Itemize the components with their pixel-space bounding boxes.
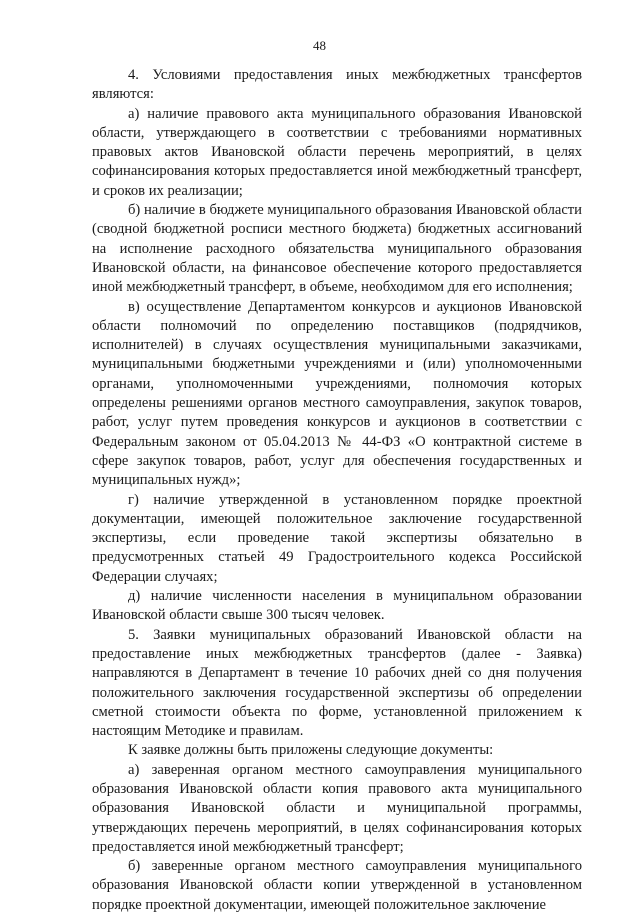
paragraph-condition-b: б) наличие в бюджете муниципального образования Ивановской области (сводной бюджетной росписи местного бюджета) бюджетных ассигнований на исполнение расходного обязательства муниципального образования Ивановской области, на финансовое обеспечение которого предоставляется иной межбюджетный трансферт, в объеме, необходимом для его исполнения; <box>92 202 582 296</box>
paragraph-applications: 5. Заявки муниципальных образований Ивановской области на предоставление иных межбюджетных трансфертов (далее - Заявка) направляются в Департамент в течение 10 рабочих дней со дня получения положительного заключения государственной экспертизы об определении сметной стоимости объекта по форме, установленной приложением к настоящим Методике и правилам. <box>92 626 582 740</box>
page-number: 48 <box>313 38 326 53</box>
paragraph-condition-v: в) осуществление Департаментом конкурсов и аукционов Ивановской области полномочий по определению поставщиков (подрядчиков, исполнителей) в случаях осуществления муниципальными заказчиками, муниципальными бюджетными учреждениями и (или) уполномоченными органами, уполномоченными учреждениями, полномочия которых определены решениями органов местного самоуправления, закупок товаров, работ, услуг путем проведения конкурсов и аукционов в соответствии с Федеральным законом от 05.04.2013 № 44-ФЗ «О контрактной системе в сфере закупок товаров, работ, услуг для обеспечения государственных и муниципальных нужд»; <box>92 298 582 489</box>
paragraph-documents-intro: К заявке должны быть приложены следующие документы: <box>128 742 494 759</box>
paragraph-condition-a: а) наличие правового акта муниципального образования Ивановской области, утверждающего в соответствии с требованиями нормативных правовых актов Ивановской области перечень мероприятий, в целях софинансирования которых предоставляется иной межбюджетный трансферт, и сроков их реализации; <box>92 105 582 199</box>
paragraph-condition-d: д) наличие численности населения в муниципальном образовании Ивановской области свыше 300 тысяч человек. <box>92 588 582 624</box>
paragraph-document-b: б) заверенные органом местного самоуправления муниципального образования Ивановской области копии утвержденной в установленном порядке проектной документации, имеющей положительное заключение <box>92 858 582 913</box>
document-body <box>92 66 582 915</box>
paragraph-document-a: а) заверенная органом местного самоуправления муниципального образования Ивановской области копия правового акта муниципального образования Ивановской области и муниципальной программы, утверждающих перечень мероприятий, в целях софинансирования которых предоставляется иной межбюджетный трансферт; <box>92 761 582 855</box>
paragraph-conditions-heading: 4. Условиями предоставления иных межбюджетных трансфертов являются: <box>92 67 582 103</box>
paragraph-condition-g: г) наличие утвержденной в установленном порядке проектной документации, имеющей положительное заключение государственной экспертизы, если проведение такой экспертизы обязательно в предусмотренных статьей 49 Градостроительного кодекса Российской Федерации случаях; <box>92 491 582 585</box>
